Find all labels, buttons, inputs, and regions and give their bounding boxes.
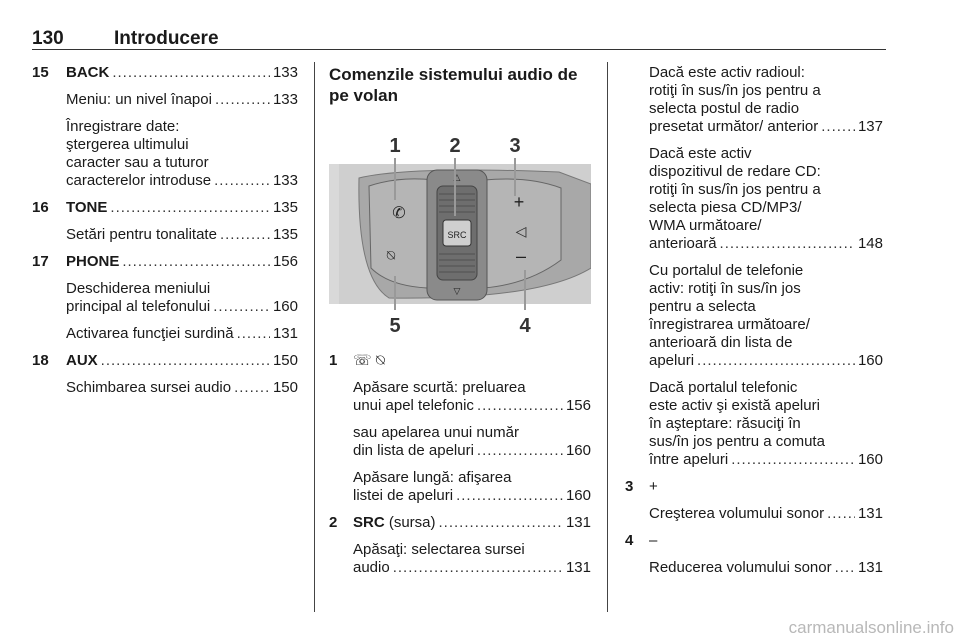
entry-text: principal al telefonului	[66, 298, 211, 315]
item-number: 1	[329, 352, 338, 369]
page-ref: 133	[272, 91, 298, 108]
entry-text: Schimbarea sursei audio	[66, 379, 232, 396]
section-title: Comenzile sistemului audio de pe volan	[329, 65, 578, 105]
callout-3: 3	[509, 135, 521, 157]
toc-entry	[32, 325, 298, 343]
page-ref: 148	[857, 235, 883, 252]
entry-label: AUX	[66, 352, 98, 369]
callout-5: 5	[389, 315, 401, 337]
toc-entry	[329, 541, 591, 577]
entry-text: Meniu: un nivel înapoi	[66, 91, 212, 108]
page-ref: 160	[857, 451, 883, 468]
item-2: 2 SRC (sursa) ..... 131	[329, 514, 591, 532]
page-ref: 131	[565, 559, 591, 576]
minus-icon: –	[649, 532, 658, 549]
page-ref: 160	[272, 298, 298, 315]
callout-1: 1	[389, 135, 401, 157]
page-ref: 135	[272, 226, 298, 243]
page-ref: 131	[857, 559, 883, 576]
entry-text: Înregistrare date:	[66, 118, 180, 135]
item-number: 4	[625, 532, 634, 549]
page-number: 130	[32, 28, 64, 49]
toc-entry	[32, 199, 298, 217]
entry-text: activ: rotiţi în sus/în jos	[649, 280, 801, 297]
toc-entry	[625, 379, 883, 469]
entry-text: Cu portalul de telefonie	[649, 262, 804, 279]
entry-text: pentru a selecta	[649, 298, 756, 315]
page-ref: 131	[565, 514, 591, 531]
entry-text: în aşteptare: răsuciţi în	[649, 415, 801, 432]
entry-text: rotiţi în sus/în jos pentru a	[649, 181, 821, 198]
entry-text: WMA următoare/	[649, 217, 762, 234]
entry-text: sus/în jos pentru a comuta	[649, 433, 825, 450]
entry-text: selecta postul de radio	[649, 100, 800, 117]
entry-text: caracter sau a tuturor	[66, 154, 209, 171]
volume-up-icon: +	[513, 192, 525, 212]
entry-label: BACK	[66, 64, 110, 81]
entry-label: PHONE	[66, 253, 120, 270]
entry-text: înregistrarea următoare/	[649, 316, 810, 333]
entry-text: între apeluri	[649, 451, 729, 468]
speaker-icon: ◁	[515, 223, 527, 239]
toc-entry	[32, 379, 298, 397]
page-ref: 156	[272, 253, 298, 270]
mute-icon: ⍉	[386, 247, 396, 263]
toc-entry	[625, 559, 883, 577]
item-number: 3	[625, 478, 634, 495]
header-rule	[32, 49, 886, 50]
page-ref: 133	[272, 172, 298, 189]
page-ref: 131	[272, 325, 298, 342]
callout-2: 2	[449, 135, 461, 157]
toc-entry	[32, 118, 298, 190]
entry-text: Dacă portalul telefonic	[649, 379, 798, 396]
watermark: carmanualsonline.info	[788, 618, 954, 637]
entry-text: Deschiderea meniului	[66, 280, 211, 297]
column-1	[32, 64, 298, 406]
column-2	[329, 64, 591, 586]
entry-text: Creşterea volumului sonor	[649, 505, 825, 522]
column-divider-2	[607, 62, 608, 612]
page-ref: 137	[857, 118, 883, 135]
toc-entry	[32, 64, 298, 82]
entry-text: Reducerea volumului sonor	[649, 559, 832, 576]
src-label: SRC	[353, 514, 385, 531]
entry-text: sau apelarea unui număr	[353, 424, 519, 441]
toc-entry	[32, 280, 298, 316]
toc-entry	[32, 226, 298, 244]
page-ref: 133	[272, 64, 298, 81]
page-ref: 131	[857, 505, 883, 522]
item-number: 17	[32, 253, 49, 270]
page-title: Introducere	[114, 28, 219, 49]
svg-text:△: △	[453, 172, 461, 182]
entry-text: apeluri	[649, 352, 695, 369]
entry-text: presetat următor/ anterior	[649, 118, 819, 135]
entry-text: caracterelor introduse	[66, 172, 212, 189]
phone-icon: ✆	[392, 205, 406, 222]
page-ref: 160	[857, 352, 883, 369]
entry-text: Apăsaţi: selectarea sursei	[353, 541, 525, 558]
entry-text: unui apel telefonic	[353, 397, 474, 414]
item-number: 2	[329, 514, 338, 531]
toc-entry	[625, 145, 883, 253]
entry-text: audio	[353, 559, 390, 576]
item-number: 16	[32, 199, 49, 216]
page-ref: 156	[565, 397, 591, 414]
entry-text: Dacă este activ	[649, 145, 752, 162]
entry-text: este activ şi există apeluri	[649, 397, 820, 414]
toc-entry	[329, 469, 591, 505]
page-ref: 150	[272, 379, 298, 396]
toc-entry	[625, 64, 883, 136]
item-4	[625, 532, 883, 550]
toc-entry	[32, 253, 298, 271]
item-number: 15	[32, 64, 49, 81]
entry-text: rotiţi în sus/în jos pentru a	[649, 82, 821, 99]
entry-text: ştergerea ultimului	[66, 136, 189, 153]
entry-text: Activarea funcţiei surdină	[66, 325, 234, 342]
steering-wheel-controls-figure	[329, 128, 591, 338]
toc-entry	[625, 505, 883, 523]
page-ref: 135	[272, 199, 298, 216]
entry-text: Apăsare scurtă: preluarea	[353, 379, 526, 396]
item-number: 18	[32, 352, 49, 369]
svg-text:▽: ▽	[453, 286, 461, 296]
entry-text: Dacă este activ radioul:	[649, 64, 805, 81]
page-ref: 150	[272, 352, 298, 369]
page-ref: 160	[565, 487, 591, 504]
callout-4: 4	[519, 315, 531, 337]
page-ref: 160	[565, 442, 591, 459]
toc-entry	[625, 262, 883, 370]
entry-text: Setări pentru tonalitate	[66, 226, 217, 243]
column-3	[625, 64, 883, 586]
entry-text: din lista de apeluri	[353, 442, 474, 459]
entry-label: TONE	[66, 199, 108, 216]
entry-text: Apăsare lungă: afişarea	[353, 469, 512, 486]
toc-entry	[32, 91, 298, 109]
entry-text: dispozitivul de redare CD:	[649, 163, 821, 180]
toc-entry	[32, 352, 298, 370]
entry-text: selecta piesa CD/MP3/	[649, 199, 802, 216]
column-divider-1	[314, 62, 315, 612]
plus-icon: +	[649, 478, 658, 495]
toc-entry	[329, 424, 591, 460]
entry-text: anterioară	[649, 235, 717, 252]
toc-entry	[329, 379, 591, 415]
entry-text: listei de apeluri	[353, 487, 454, 504]
src-button-label: SRC	[447, 230, 467, 240]
phone-mute-symbols: ☏ ⍉	[353, 352, 385, 369]
volume-down-icon: –	[515, 246, 527, 266]
entry-text: anterioară din lista de	[649, 334, 793, 351]
item-1	[329, 352, 591, 370]
item-3	[625, 478, 883, 496]
